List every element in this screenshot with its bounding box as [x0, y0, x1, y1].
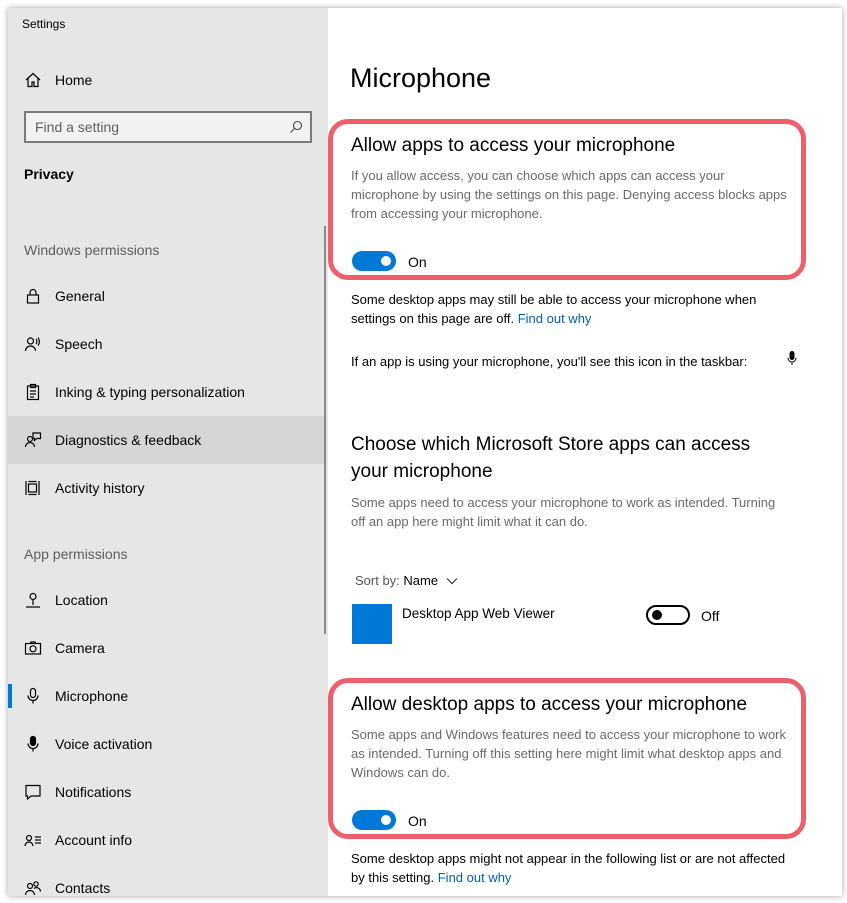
app-tile-icon: [352, 604, 392, 644]
account-info-icon: [24, 831, 42, 849]
camera-icon: [24, 639, 42, 657]
location-icon: [24, 591, 42, 609]
settings-window: [8, 8, 842, 896]
sort-dropdown[interactable]: [355, 573, 458, 588]
search-icon[interactable]: [289, 120, 303, 134]
sidebar-item-label: Notifications: [55, 784, 132, 800]
sidebar-item-speech[interactable]: [8, 320, 326, 368]
allow-desktop-heading: Allow desktop apps to access your microphone: [351, 694, 748, 715]
desktop-note: [351, 290, 796, 328]
store-apps-heading: Choose which Microsoft Store apps can access your microphone: [351, 434, 751, 482]
sidebar-scrollbar[interactable]: [324, 226, 326, 634]
desktop-list-note-text: Some desktop apps might not appear in the following list or are not affected by this setting.: [351, 851, 786, 885]
sidebar-item-home[interactable]: [8, 56, 326, 104]
sidebar-item-label: Account info: [55, 832, 133, 848]
sidebar-item-label: Camera: [55, 640, 105, 656]
notifications-icon: [24, 783, 42, 801]
sidebar-item-inking[interactable]: [8, 368, 326, 416]
find-out-why-link[interactable]: Find out why: [517, 311, 592, 326]
sidebar-item-diagnostics[interactable]: [8, 416, 326, 464]
sidebar-item-label: General: [55, 288, 105, 304]
search-box[interactable]: [24, 111, 312, 143]
sidebar-item-label: Microphone: [55, 688, 129, 704]
sidebar-item-notifications[interactable]: [8, 768, 326, 816]
taskbar-note-text: If an app is using your microphone, you'll see this icon in the taskbar:: [351, 354, 748, 369]
allow-desktop-toggle-label: On: [408, 813, 427, 829]
allow-apps-heading: Allow apps to access your microphone: [351, 135, 676, 156]
search-input[interactable]: [26, 113, 276, 141]
contacts-icon: [24, 879, 42, 896]
sidebar-item-label: Voice activation: [55, 736, 153, 752]
desktop-list-note: [351, 849, 796, 887]
sidebar-item-general[interactable]: [8, 272, 326, 320]
sidebar: [8, 8, 328, 896]
sidebar-item-label: Inking & typing personalization: [55, 384, 245, 400]
sidebar-item-contacts[interactable]: [8, 864, 326, 896]
allow-desktop-toggle[interactable]: [352, 810, 396, 830]
speech-icon: [24, 335, 42, 353]
windows-permissions-label: Windows permissions: [24, 242, 160, 258]
sidebar-item-camera[interactable]: [8, 624, 326, 672]
sidebar-item-label: Home: [55, 72, 93, 88]
sidebar-item-microphone[interactable]: [8, 672, 326, 720]
allow-apps-description: If you allow access, you can choose which apps can access your microphone by using the settings on this page. Denying access blocks apps from accessing your microphone.: [351, 168, 787, 221]
taskbar-note: [351, 352, 821, 371]
current-section-title: Privacy: [24, 166, 74, 182]
chevron-down-icon: [446, 577, 458, 585]
sidebar-item-label: Speech: [55, 336, 103, 352]
clipboard-icon: [24, 383, 42, 401]
sidebar-item-activity-history[interactable]: [8, 464, 326, 512]
app-permissions-label: App permissions: [24, 546, 128, 562]
sidebar-item-label: Activity history: [55, 480, 145, 496]
window-title: Settings: [22, 17, 66, 31]
toggle-knob: [652, 610, 662, 620]
sort-prefix: Sort by:: [355, 573, 400, 588]
sort-value: Name: [403, 573, 439, 588]
app-toggle-label: Off: [701, 608, 720, 624]
sidebar-item-location[interactable]: [8, 576, 326, 624]
sidebar-item-label: Diagnostics & feedback: [55, 432, 202, 448]
activity-history-icon: [24, 479, 42, 497]
main-content: [328, 8, 842, 896]
allow-apps-toggle-label: On: [408, 254, 427, 270]
app-name: Desktop App Web Viewer: [402, 606, 555, 621]
feedback-icon: [24, 431, 42, 449]
microphone-icon: [24, 687, 42, 705]
find-out-why-link-2[interactable]: Find out why: [437, 870, 512, 885]
allow-apps-toggle[interactable]: [352, 251, 396, 271]
sidebar-item-label: Contacts: [55, 880, 111, 896]
toggle-knob: [381, 815, 391, 825]
taskbar-microphone-icon: [787, 351, 797, 366]
page-title: Microphone: [350, 63, 492, 93]
store-apps-description: Some apps need to access your microphone to work as intended. Turning off an app here might limit what it can do.: [351, 495, 776, 529]
lock-icon: [24, 287, 42, 305]
home-icon: [24, 71, 42, 89]
sidebar-item-voice-activation[interactable]: [8, 720, 326, 768]
sidebar-item-account-info[interactable]: [8, 816, 326, 864]
desktop-note-text: Some desktop apps may still be able to access your microphone when settings on this page are off.: [351, 292, 757, 326]
toggle-knob: [381, 256, 391, 266]
allow-desktop-description: Some apps and Windows features need to access your microphone to work as intended. Turning off this setting here might limit what desktop apps and Windows can do.: [351, 727, 787, 780]
app-toggle[interactable]: [646, 605, 690, 625]
sidebar-item-label: Location: [55, 592, 108, 608]
voice-activation-icon: [24, 735, 42, 753]
